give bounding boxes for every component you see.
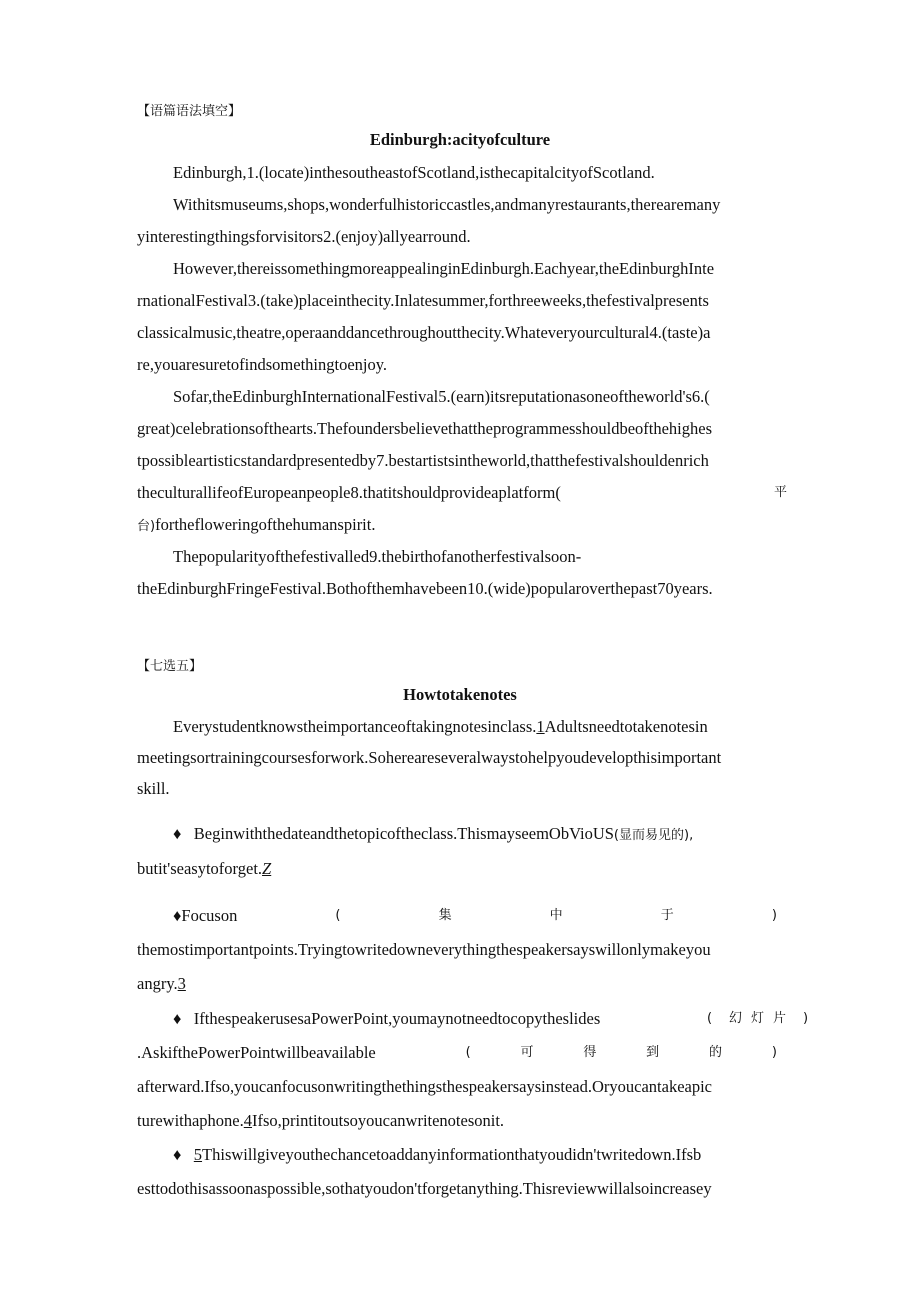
chinese-gloss: ) bbox=[803, 1011, 809, 1026]
section-heading-seven-choose-five: 【七选五】 bbox=[137, 659, 203, 674]
chinese-gloss: (显而易见的), bbox=[613, 828, 694, 843]
passage-line: skill. bbox=[137, 779, 170, 798]
chinese-gloss: 平 bbox=[773, 485, 787, 500]
chinese-gloss: 可 bbox=[520, 1045, 534, 1060]
chinese-gloss: 的 bbox=[709, 1045, 723, 1060]
chinese-gloss: 于 bbox=[660, 908, 674, 923]
passage-text: IfthespeakerusesaPowerPoint,youmaynotneedtocopytheslides bbox=[193, 1009, 601, 1028]
passage-line: esttodothisassoonaspossible,sothatyoudon'tforgetanything.Thisreviewwillalsoincreasey bbox=[137, 1179, 712, 1198]
chinese-gloss: ( bbox=[465, 1045, 471, 1060]
blank-1: 1 bbox=[536, 717, 545, 736]
passage-line: great)celebrationsofthearts.Thefoundersbelievethattheprogrammesshouldbeofthehighes bbox=[137, 419, 712, 438]
passage-text: angry. bbox=[137, 974, 178, 993]
passage-line: classicalmusic,theatre,operaanddancethroughoutthecity.Whateveryourcultural4.(taste)a bbox=[137, 323, 711, 342]
passage-line: tpossibleartisticstandardpresentedby7.bestartistsintheworld,thatthefestivalshouldenrich bbox=[137, 451, 709, 470]
section-heading-grammar: 【语篇语法填空】 bbox=[137, 104, 242, 119]
passage-text: turewithaphone. bbox=[137, 1111, 244, 1130]
blank-5: 5 bbox=[193, 1145, 203, 1164]
passage-text: Beginwiththedateandthetopicoftheclass.ThismayseemObVioUS bbox=[193, 824, 614, 843]
passage-line: theEdinburghFringeFestival.Bothofthemhavebeen10.(wide)popularoverthepast70years. bbox=[137, 579, 713, 598]
passage-line: re,youaresuretofindsomethingtoenjoy. bbox=[137, 355, 388, 374]
passage-line: Sofar,theEdinburghInternationalFestival5.(earn)itsreputationasoneoftheworld's6.( bbox=[173, 387, 710, 406]
chinese-gloss: ) bbox=[771, 1045, 777, 1060]
passage-text: theculturallifeofEuropeanpeople8.thatitshouldprovideaplatform( bbox=[137, 483, 561, 502]
passage-line: themostimportantpoints.Tryingtowritedowneverythingthespeakersayswillonlymakeyou bbox=[137, 940, 711, 959]
passage-title-notes: Howtotakenotes bbox=[403, 685, 517, 704]
passage-line bbox=[137, 514, 787, 538]
passage-line bbox=[173, 716, 823, 738]
chinese-gloss: 集 bbox=[438, 908, 452, 923]
bullet-line bbox=[173, 1144, 823, 1166]
blank-3: 3 bbox=[177, 974, 186, 993]
passage-line bbox=[137, 858, 787, 880]
blank-2: Z bbox=[262, 859, 272, 878]
bullet-icon: ♦ bbox=[173, 824, 182, 843]
passage-line: afterward.Ifso,youcanfocusonwritingthethingsthespeakersaysinstead.Oryoucantakeapic bbox=[137, 1077, 713, 1096]
passage-text: Thiswillgiveyouthechancetoaddanyinformationthatyoudidn'twritedown.Ifsb bbox=[202, 1145, 702, 1164]
passage-text: Everystudentknowstheimportanceoftakingnotesinclass. bbox=[173, 717, 537, 736]
chinese-gloss: 到 bbox=[646, 1045, 660, 1060]
bullet-line bbox=[173, 1008, 809, 1030]
passage-text: ♦Focuson bbox=[173, 906, 238, 925]
chinese-gloss: 中 bbox=[549, 908, 563, 923]
passage-text: .AskifthePowerPointwillbeavailable bbox=[137, 1043, 376, 1062]
passage-line: meetingsortrainingcoursesforwork.Sohereareseveralwaystohelpyoudevelopthisimportant bbox=[137, 748, 722, 767]
chinese-gloss: 片 bbox=[773, 1011, 787, 1026]
passage-line bbox=[137, 482, 787, 504]
passage-title-edinburgh: Edinburgh:acityofculture bbox=[369, 130, 551, 149]
blank-4: 4 bbox=[243, 1111, 253, 1130]
passage-line: Withitsmuseums,shops,wonderfulhistoriccastles,andmanyrestaurants,therearemany bbox=[173, 195, 721, 214]
chinese-gloss: 得 bbox=[583, 1045, 597, 1060]
chinese-gloss: ) bbox=[771, 908, 777, 923]
passage-line: yinterestingthingsforvisitors2.(enjoy)allyearround. bbox=[137, 227, 471, 246]
passage-line: However,thereissomethingmoreappealinginEdinburgh.Eachyear,theEdinburghInte bbox=[173, 259, 715, 278]
chinese-gloss: 台) bbox=[137, 519, 156, 534]
passage-text: forthefloweringofthehumanspirit. bbox=[155, 515, 376, 534]
bullet-line bbox=[173, 905, 777, 927]
passage-line: Edinburgh,1.(locate)inthesoutheastofScotland,isthecapitalcityofScotland. bbox=[173, 163, 655, 182]
passage-line: rnationalFestival3.(take)placeinthecity.Inlatesummer,forthreeweeks,thefestivalpresents bbox=[137, 291, 709, 310]
passage-text: Ifso,printitoutsoyoucanwritenotesonit. bbox=[252, 1111, 505, 1130]
passage-line bbox=[137, 1042, 777, 1064]
passage-line bbox=[137, 1110, 787, 1132]
passage-line bbox=[137, 973, 787, 995]
chinese-gloss: ( bbox=[707, 1011, 713, 1026]
bullet-line bbox=[173, 823, 823, 847]
chinese-gloss: 幻 bbox=[729, 1011, 743, 1026]
bullet-icon: ♦ bbox=[173, 1145, 182, 1164]
chinese-gloss: ( bbox=[335, 908, 341, 923]
passage-line: Thepopularityofthefestivalled9.thebirthofanotherfestivalsoon- bbox=[173, 547, 582, 566]
passage-text: butit'seasytoforget. bbox=[137, 859, 263, 878]
passage-text: Adultsneedtotakenotesin bbox=[544, 717, 708, 736]
chinese-gloss: 灯 bbox=[751, 1011, 765, 1026]
bullet-icon: ♦ bbox=[173, 1009, 182, 1028]
